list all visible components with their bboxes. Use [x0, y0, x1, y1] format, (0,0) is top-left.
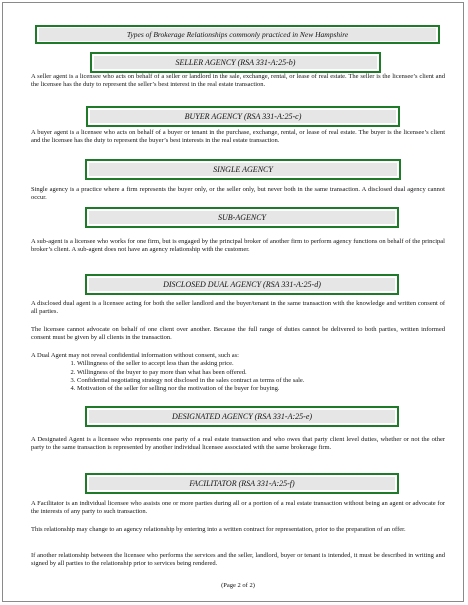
dual-agency-list-block — [31, 352, 445, 393]
list-item: 3. Confidential negotiating strategy not disclosed in the sales contract as terms of the sale. — [77, 377, 445, 385]
page-footer: (Page 2 of 2) — [221, 582, 255, 589]
dual-agency-heading-box — [85, 274, 399, 295]
designated-agency-heading-box — [85, 406, 399, 427]
buyer-agency-heading: BUYER AGENCY (RSA 331-A:25-c) — [90, 110, 396, 123]
single-agency-heading: SINGLE AGENCY — [89, 163, 397, 176]
dual-agency-text-3: A Dual Agent may not reveal confidential information without consent, such as: — [31, 352, 239, 359]
document-title: Types of Brokerage Relationships commonly practiced in New Hampshire — [39, 28, 436, 41]
seller-agency-text: A seller agent is a licensee who acts on behalf of a seller or landlord in the sale, exchange, rental, or lease of real estate. The seller is the licensee’s client and the licensee has the duty to represent the seller’s best interest in the real estate transaction. — [31, 73, 445, 89]
list-item: 2. Willingness of the buyer to pay more than what has been offered. — [77, 369, 445, 377]
sub-agency-text: A sub-agent is a licensee who works for one firm, but is engaged by the principal broker of another firm to perform agency functions on behalf of the principal broker’s client. A sub-agent does not have an agency relationship with the customer. — [31, 238, 445, 254]
sub-agency-heading-box — [85, 207, 399, 228]
designated-agency-heading: DESIGNATED AGENCY (RSA 331-A:25-e) — [89, 410, 395, 423]
document-title-box — [35, 25, 440, 44]
facilitator-heading: FACILITATOR (RSA 331-A:25-f) — [89, 477, 395, 490]
list-item: 1. Willingness of the seller to accept less than the asking price. — [77, 360, 445, 368]
seller-agency-heading: SELLER AGENCY (RSA 331-A:25-b) — [94, 56, 377, 69]
designated-agency-text: A Designated Agent is a licensee who represents one party of a real estate transaction and who owes that party client level duties, whether or not the other party to the same transaction is represented by another individual licensee associated with the same brokerage firm. — [31, 436, 445, 452]
facilitator-text-2: This relationship may change to an agency relationship by entering into a written contract for representation, prior to the preparation of an offer. — [31, 526, 406, 533]
single-agency-heading-box — [85, 159, 401, 180]
dual-agency-text-1: A disclosed dual agent is a licensee acting for both the seller landlord and the buyer/tenant in the same transaction with the knowledge and written consent of all parties. — [31, 300, 445, 316]
sub-agency-heading: SUB-AGENCY — [89, 211, 395, 224]
list-item: 4. Motivation of the seller for selling nor the motivation of the buyer for buying. — [77, 385, 445, 393]
facilitator-text-1: A Facilitator is an individual licensee who assists one or more parties during all or a portion of a real estate transaction without being an agent or advocate for the interests of any party to such transaction. — [31, 500, 445, 516]
facilitator-heading-box — [85, 473, 399, 494]
dual-agency-text-2: The licensee cannot advocate on behalf of one client over another. Because the full range of duties cannot be delivered to both parties, written informed consent must be given by all clients in the transaction. — [31, 326, 445, 342]
seller-agency-heading-box — [90, 52, 381, 73]
facilitator-text-3: If another relationship between the licensee who performs the services and the seller, landlord, buyer or tenant is intended, it must be described in writing and signed by all parties to the relationship prior to services being rendered. — [31, 552, 445, 568]
buyer-agency-text: A buyer agent is a licensee who acts on behalf of a buyer or tenant in the purchase, exchange, rental, or lease of real estate. The buyer is the licensee’s client and the licensee has the duty to represent the buyer’s best interests in the real estate transaction. — [31, 129, 445, 145]
dual-agency-heading: DISCLOSED DUAL AGENCY (RSA 331-A:25-d) — [89, 278, 395, 291]
single-agency-text: Single agency is a practice where a firm represents the buyer only, or the seller only, but never both in the same transaction. A disclosed dual agency cannot occur. — [31, 186, 445, 202]
buyer-agency-heading-box — [86, 106, 400, 127]
dual-agency-list — [31, 360, 445, 393]
